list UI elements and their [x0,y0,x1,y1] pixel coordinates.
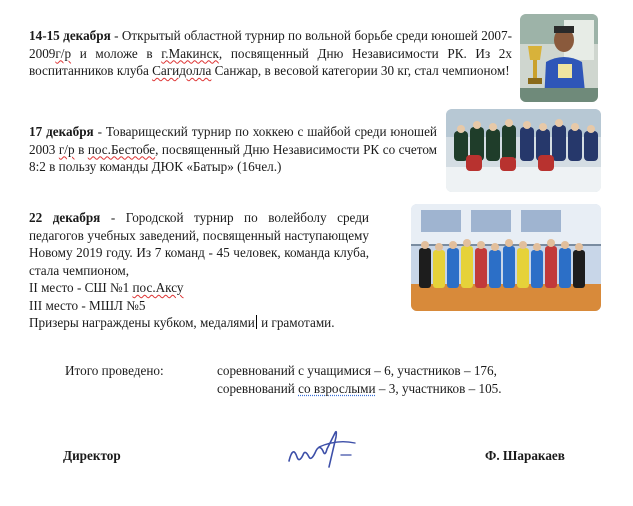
volleyball-team-photo [411,204,601,311]
event-date: 22 декабря [29,210,101,225]
paragraph-hockey: 17 декабря - Товарищеский турнир по хоккею с шайбой среди юношей 2003 г/р в пос.Бестобе, посвященный Дню Независимости РК со счетом 8:2 в пользу команды ДЮК «Батыр» (16чел.) [29,124,438,174]
paragraph-wrestling: 14-15 декабря - Открытый областной турнир по вольной борьбе среди юношей 2007-2009г/р и моложе в г.Макинск, посвященный Дню Независимости РК. Из 2х воспитанников клуба Сагидолла Санжар, в весовой категории 30 кг, стал чемпионом! [29,28,512,78]
signatory-title: Директор [63,448,121,463]
summary-line-students: соревнований с учащимися – 6, участников – 176, [217,363,497,378]
summary-label: Итого проведено: [65,363,164,378]
signatory-name: Ф. Шаракаев [485,448,565,463]
handwritten-signature [283,427,363,469]
text-cursor [256,315,257,329]
event-date: 17 декабря [29,124,94,139]
paragraph-volleyball: 22 декабря - Городской турнир по волейболу среди педагогов учебных заведений, посвященный наступающему Новому 2019 году. Из 7 команд - 45 человек, команда клуба, стала чемпионом, II место - СШ №1 пос.Аксу III место - МШЛ №5 Призеры награждены кубком, медалями и грамотами. [29,210,369,330]
event-date: 14-15 декабря [29,28,111,43]
hockey-team-photo [446,109,601,192]
summary-line-adults: соревнований со взрослыми – 3, участников – 105. [217,381,502,396]
wrestling-champion-photo [520,14,598,102]
